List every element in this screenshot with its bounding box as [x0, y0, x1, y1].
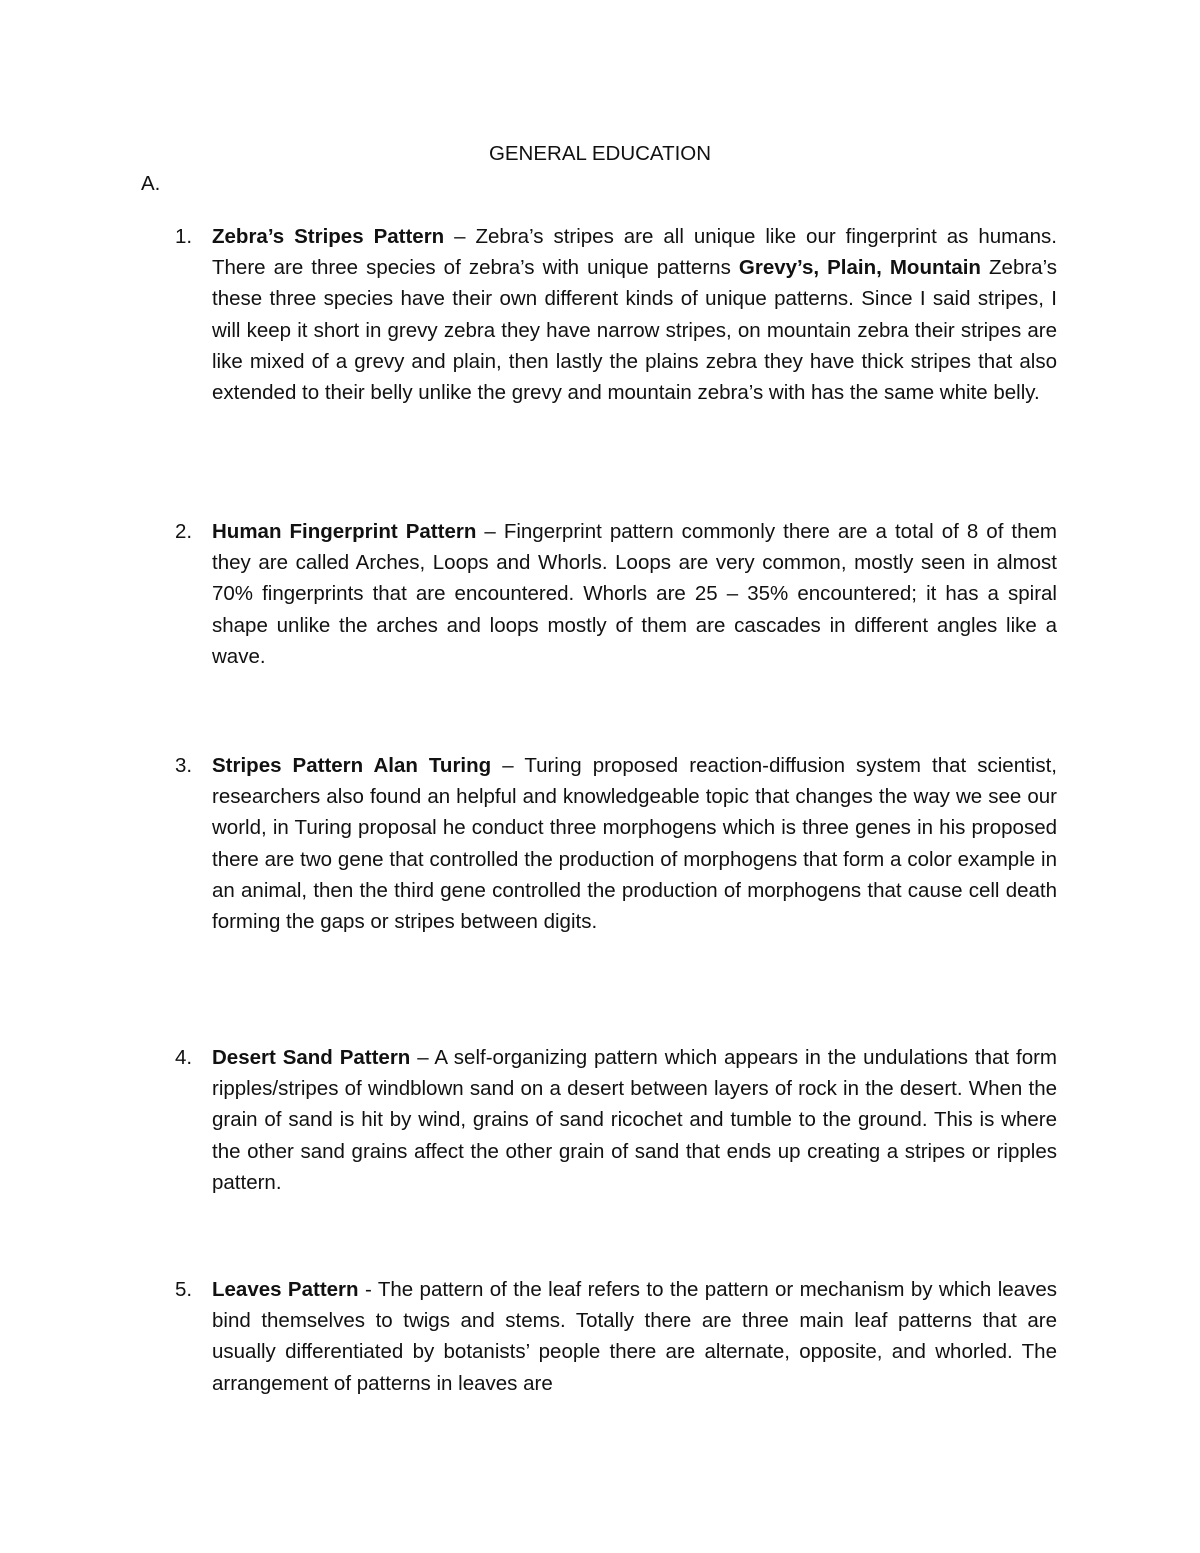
item-term: Leaves Pattern: [212, 1278, 359, 1301]
list-item-turing-stripes: [175, 750, 1057, 937]
list-item-desert-sand: [175, 1042, 1057, 1198]
list-item-number: 4.: [175, 1046, 193, 1069]
document-title: GENERAL EDUCATION: [488, 142, 712, 165]
item-term: Stripes Pattern Alan Turing: [212, 754, 492, 777]
list-item-text: [212, 750, 1057, 937]
list-item-human-fingerprint: [175, 516, 1057, 672]
item-description: – Fingerprint pattern commonly there are a total of 8 of them they are called Arches, Loops and Whorls. Loops are very common, mostly seen in almost 70% fingerprints that are encountered. Whorls are 25 – 35% encountered; it has a spiral shape unlike the arches and loops mostly of them are cascades in different angles like a wave.: [212, 520, 1058, 668]
item-description: – Zebra’s stripes are all unique like our fingerprint as humans. There are three species of zebra’s with unique patterns: [212, 225, 1057, 280]
item-description: – Turing proposed reaction-diffusion system that scientist, researchers also found an helpful and knowledgeable topic that changes the way we see our world, in Turing proposal he conduct three morphogens which is three genes in his proposed there are two gene that controlled the production of morphogens that form a color example in an animal, then the third gene controlled the production of morphogens that cause cell death forming the gaps or stripes between digits.: [212, 754, 1057, 934]
list-item-text: [212, 221, 1057, 408]
list-item-leaves: [175, 1274, 1057, 1399]
item-term: Desert Sand Pattern: [212, 1046, 411, 1069]
list-item-text: [212, 1042, 1057, 1198]
section-label: A.: [141, 172, 161, 195]
list-item-text: [212, 1274, 1057, 1399]
list-item-number: 1.: [175, 225, 193, 248]
list-item-number: 3.: [175, 754, 193, 777]
list-item-number: 5.: [175, 1278, 193, 1301]
item-description: – A self-organizing pattern which appears in the undulations that form ripples/stripes of windblown sand on a desert between layers of rock in the desert. When the grain of sand is hit by wind, grains of sand ricochet and tumble to the ground. This is where the other sand grains affect the other grain of sand that ends up creating a stripes or ripples pattern.: [212, 1046, 1057, 1194]
item-description: - The pattern of the leaf refers to the pattern or mechanism by which leaves bind themselves to twigs and stems. Totally there are three main leaf patterns that are usually differentiated by botanists’ people there are alternate, opposite, and whorled. The arrangement of patterns in leaves are: [212, 1278, 1057, 1395]
item-description-continued: Zebra’s these three species have their own different kinds of unique patterns. Since I said stripes, I will keep it short in grevy zebra they have narrow stripes, on mountain zebra their stripes are like mixed of a grevy and plain, then lastly the plains zebra they have thick stripes that also extended to their belly unlike the grevy and mountain zebra’s with has the same white belly.: [212, 256, 1058, 405]
item-term: Zebra’s Stripes Pattern: [212, 225, 445, 248]
item-species-names: Grevy’s, Plain, Mountain: [738, 256, 981, 280]
item-term: Human Fingerprint Pattern: [212, 520, 477, 543]
list-item-number: 2.: [175, 520, 193, 543]
list-item-zebra-stripes: [175, 221, 1057, 408]
list-item-text: [212, 516, 1057, 672]
